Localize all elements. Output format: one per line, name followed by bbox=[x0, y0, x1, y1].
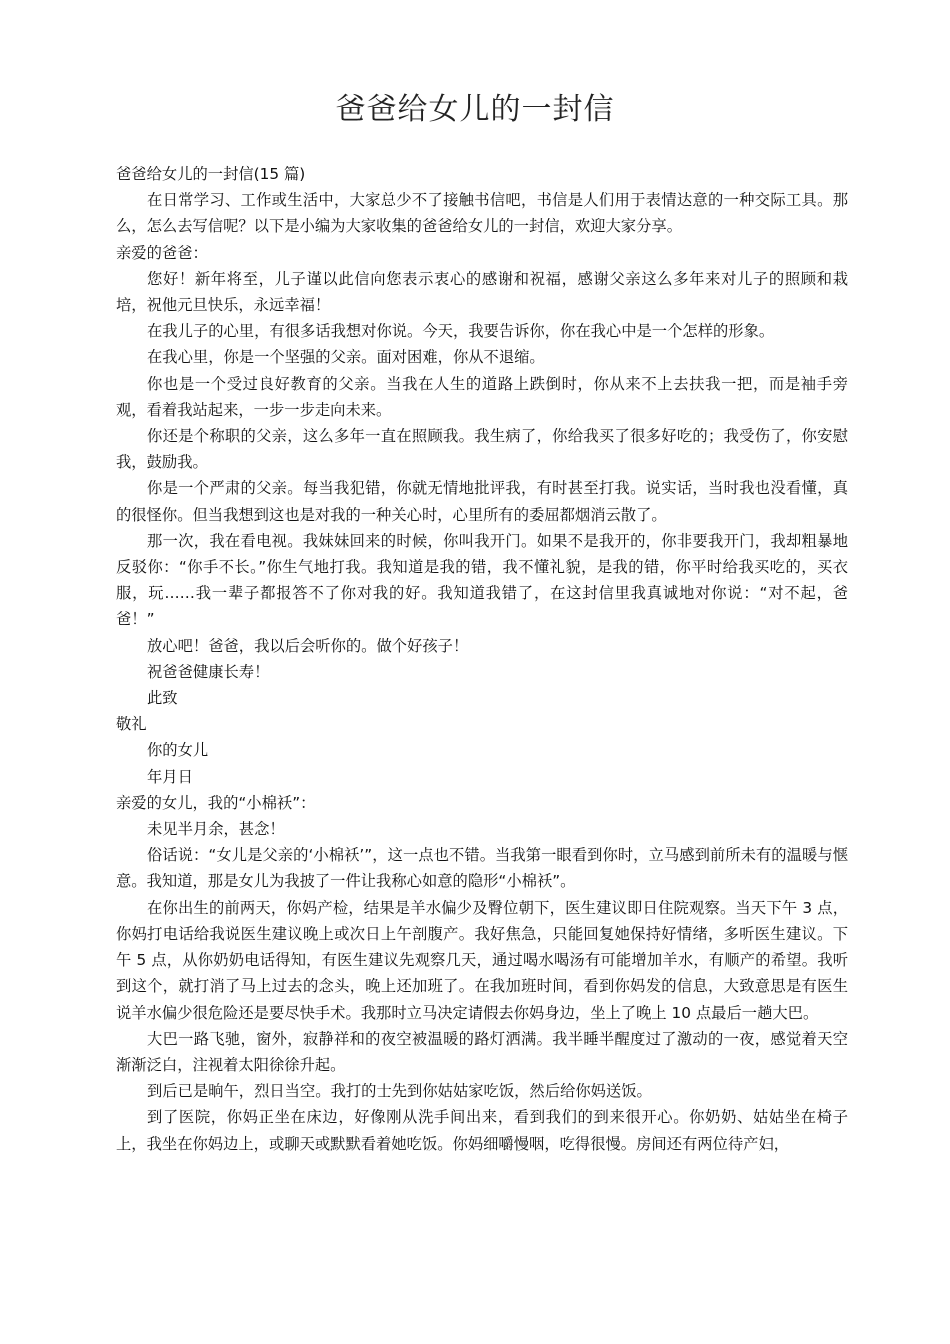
document-body bbox=[116, 161, 848, 1157]
signature-line: 你的女儿 bbox=[147, 741, 209, 760]
body-paragraph: 您好！新年将至，儿子谨以此信向您表示衷心的感谢和祝福，感谢父亲这么多年来对儿子的照顾和栽培，祝他元旦快乐，永远幸福！ bbox=[116, 269, 848, 315]
body-paragraph: 在我儿子的心里，有很多话我想对你说。今天，我要告诉你，你在我心中是一个怎样的形象。 bbox=[147, 322, 775, 341]
salutation: 亲爱的爸爸： bbox=[116, 243, 208, 262]
body-paragraph: 在你出生的前两天，你妈产检，结果是羊水偏少及臀位朝下，医生建议即日住院观察。当天下午 3 点，你妈打电话给我说医生建议晚上或次日上午剖腹产。我好焦急，只能回复她保持好情绪，多听医生建议。下午 5 点，从你奶奶电话得知，有医生建议先观察几天，通过喝水喝汤有可能增加羊水，有顺产的希望。我听到这个，就打消了马上过去的念头，晚上还加班了。在我加班时间，看到你妈发的信息，大致意思是有医生说羊水偏少很危险还是要尽快手术。我那时立马决定请假去你妈身边，坐上了晚上 10 点最后一趟大巴。 bbox=[116, 898, 848, 1022]
date-line: 年月日 bbox=[147, 767, 193, 786]
subtitle-line: 爸爸给女儿的一封信(15 篇) bbox=[116, 165, 306, 183]
document-title: 爸爸给女儿的一封信 bbox=[335, 92, 615, 127]
body-paragraph: 你也是一个受过良好教育的父亲。当我在人生的道路上跌倒时，你从来不上去扶我一把，而是袖手旁观，看着我站起来，一步一步走向未来。 bbox=[116, 374, 848, 419]
body-paragraph: 未见半月余，甚念！ bbox=[147, 820, 285, 839]
body-paragraph: 到了医院，你妈正坐在床边，好像刚从洗手间出来，看到我们的到来很开心。你奶奶、姑姑坐在椅子上，我坐在你妈边上，或聊天或默默看着她吃饭。你妈细嚼慢咽，吃得很慢。房间还有两位待产妇， bbox=[116, 1108, 848, 1153]
salutation: 亲爱的女儿，我的“小棉袄”： bbox=[116, 793, 316, 812]
body-paragraph: 你是一个严肃的父亲。每当我犯错，你就无情地批评我，有时甚至打我。说实话，当时我也没看懂，真的很怪你。但当我想到这也是对我的一种关心时，心里所有的委屈都烟消云散了。 bbox=[116, 479, 848, 524]
body-paragraph: 俗话说：“女儿是父亲的‘小棉袄’”，这一点也不错。当我第一眼看到你时，立马感到前所未有的温暖与惬意。我知道，那是女儿为我披了一件让我称心如意的隐形“小棉袄”。 bbox=[116, 846, 848, 891]
closing-line: 敬礼 bbox=[116, 715, 147, 734]
body-paragraph: 在我心里，你是一个坚强的父亲。面对困难，你从不退缩。 bbox=[147, 348, 545, 367]
closing-line: 此致 bbox=[147, 689, 178, 708]
body-paragraph: 你还是个称职的父亲，这么多年一直在照顾我。我生病了，你给我买了很多好吃的；我受伤了，你安慰我，鼓励我。 bbox=[116, 427, 848, 472]
body-paragraph: 放心吧！爸爸，我以后会听你的。做个好孩子！ bbox=[147, 636, 469, 655]
body-paragraph: 祝爸爸健康长寿！ bbox=[147, 662, 270, 681]
body-paragraph: 大巴一路飞驰，窗外，寂静祥和的夜空被温暖的路灯洒满。我半睡半醒度过了激动的一夜，感觉着天空渐渐泛白，注视着太阳徐徐升起。 bbox=[116, 1029, 848, 1074]
intro-paragraph: 在日常学习、工作或生活中，大家总少不了接触书信吧，书信是人们用于表情达意的一种交际工具。那么，怎么去写信呢？以下是小编为大家收集的爸爸给女儿的一封信，欢迎大家分享。 bbox=[116, 191, 848, 236]
body-paragraph: 到后已是晌午，烈日当空。我打的士先到你姑姑家吃饭，然后给你妈送饭。 bbox=[147, 1082, 652, 1101]
body-paragraph: 那一次，我在看电视。我妹妹回来的时候，你叫我开门。如果不是我开的，你非要我开门，我却粗暴地反驳你：“你手不长。”你生气地打我。我知道是我的错，我不懂礼貌，是我的错，你平时给我买吃的，买衣服，玩……我一辈子都报答不了你对我的好。我知道我错了，在这封信里我真诚地对你说：“对不起，爸爸！” bbox=[116, 531, 848, 629]
